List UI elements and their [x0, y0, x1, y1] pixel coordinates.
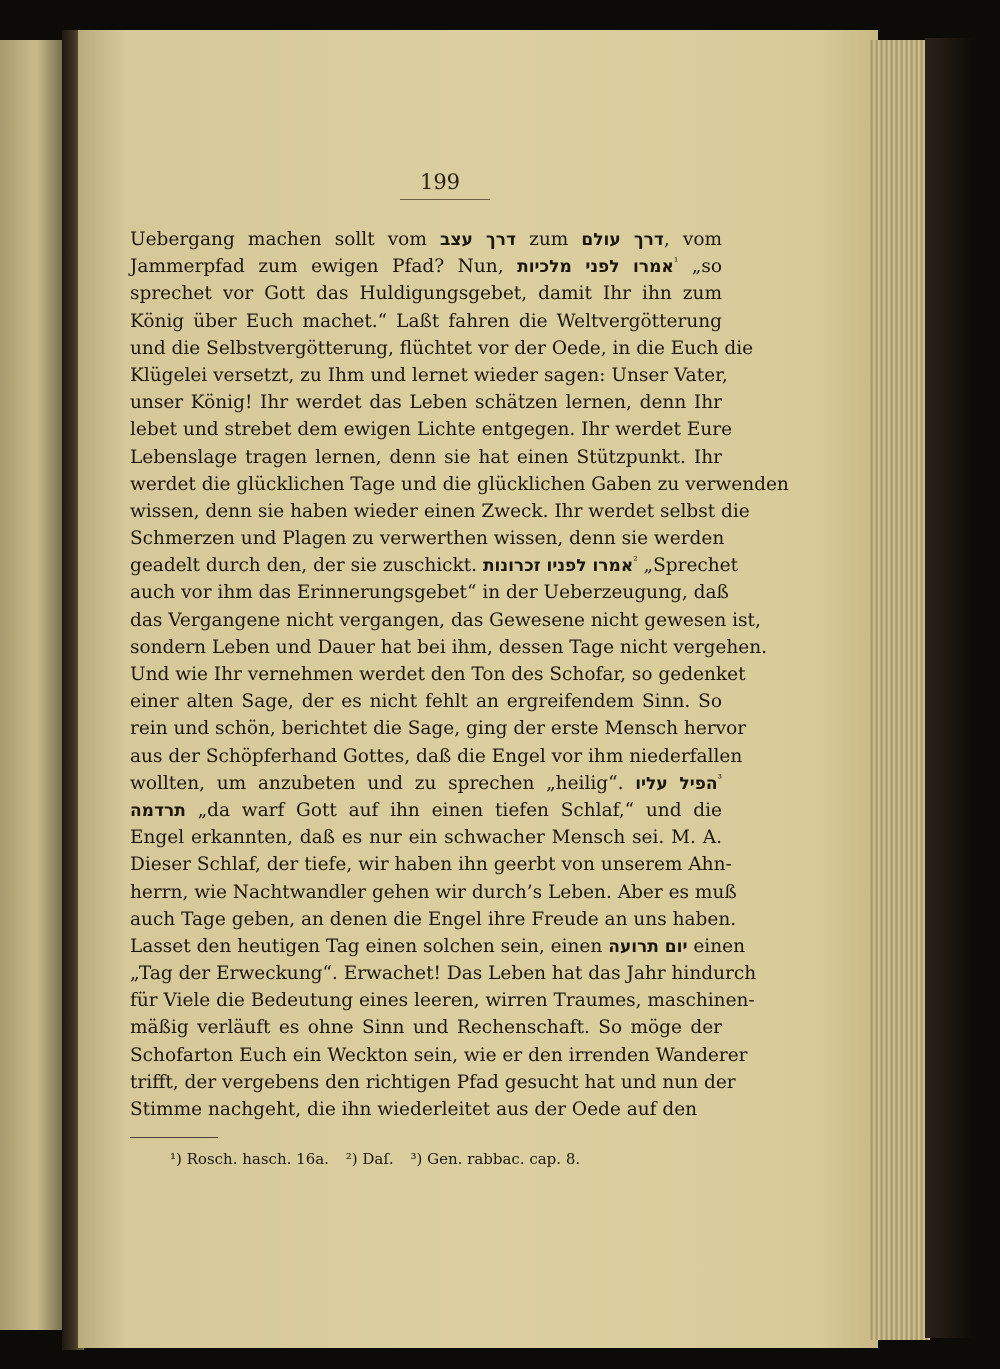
text-line: [130, 1014, 722, 1041]
text-segment: einer alten Sage, der es nicht fehlt an ergreifendem Sinn. So: [130, 691, 722, 713]
text-line: [130, 1096, 722, 1123]
footnote-rule: [130, 1137, 218, 1138]
text-line: [130, 226, 722, 253]
text-line: [130, 444, 722, 471]
text-segment: Und wie Ihr vernehmen werdet den Ton des Schofar, so gedenket: [130, 664, 746, 685]
footnote-2: ²) Daſ.: [345, 1150, 394, 1168]
text-line: [130, 389, 722, 416]
text-segment: , vom: [663, 229, 722, 250]
text-segment: Dieser Schlaf, der tiefe, wir haben ihn geerbt von unserem Ahn-: [130, 854, 732, 876]
text-segment: aus der Schöpferhand Gottes, daß die Engel vor ihm niederfallen: [130, 745, 743, 767]
text-segment: werdet die glücklichen Tage und die glücklichen Gaben zu verwenden: [130, 473, 789, 495]
text-segment: herrn, wie Nachtwandler gehen wir durch’s Leben. Aber es muß: [130, 881, 737, 903]
text-segment: Jammerpfad zum ewigen Pfad? Nun,: [130, 256, 518, 278]
text-line: [130, 634, 768, 661]
text-segment: trifft, der vergebens den richtigen Pfad gesucht hat und nun der: [130, 1071, 736, 1093]
text-segment: wollten, um anzubeten und zu sprechen „heilig“.: [130, 772, 636, 794]
body-text: [130, 226, 789, 1123]
text-segment: auch vor ihm das Erinnerungsgebet“ in der Ueberzeugung, daß: [130, 582, 729, 604]
text-line: [130, 362, 728, 389]
text-segment: unser König! Ihr werdet das Leben schätzen lernen, denn Ihr: [130, 392, 722, 414]
footnote-3: ³) Gen. rabbac. cap. 8.: [410, 1150, 581, 1168]
text-line: [130, 280, 722, 307]
footnote-ref: ²: [633, 554, 638, 568]
page-number-rule: [400, 199, 490, 200]
text-segment: zum: [515, 229, 582, 250]
text-segment: Klügelei versetzt, zu Ihm und lernet wieder sagen: Unser Vater,: [130, 364, 728, 386]
text-segment: wissen, denn sie haben wieder einen Zweck. Ihr werdet selbst die: [130, 500, 750, 522]
text-line: [130, 987, 755, 1014]
text-segment: lebet und strebet dem ewigen Lichte entgegen. Ihr werdet Eure: [130, 419, 733, 441]
page-number: 199: [419, 170, 461, 194]
text-line: [130, 770, 722, 797]
text-line: [130, 1069, 736, 1096]
footnote-ref: ³: [717, 771, 722, 785]
hebrew-phrase: אמרו לפני מלכיות: [517, 257, 674, 278]
text-line: [130, 579, 729, 606]
text-line: [130, 688, 722, 715]
book-cover: [925, 38, 973, 1338]
text-segment: Lebenslage tragen lernen, denn sie hat einen Stützpunkt. Ihr: [130, 446, 722, 468]
text-line: [130, 498, 750, 525]
text-segment: sondern Leben und Dauer hat bei ihm, dessen Tage nicht vergehen.: [130, 636, 768, 658]
footnote-ref: ¹: [673, 255, 679, 269]
text-line: [130, 416, 733, 443]
page-edges: [868, 40, 930, 1340]
text-line: [130, 471, 789, 498]
text-line: [130, 552, 739, 579]
text-segment: Engel erkannten, daß es nur ein schwacher Mensch sei. M. A.: [130, 827, 722, 849]
text-line: [130, 1042, 748, 1069]
footnotes: [170, 1150, 690, 1168]
text-segment: „Sprechet: [637, 555, 739, 577]
text-line: [130, 525, 725, 552]
text-segment: und die Selbstvergötterung, flüchtet vor der Oede, in die Euch die: [130, 337, 754, 359]
text-line: [130, 879, 737, 906]
text-segment: sprechet vor Gott das Huldigungsgebet, damit Ihr ihn zum: [130, 283, 722, 305]
text-segment: das Vergangene nicht vergangen, das Gewesene nicht gewesen ist,: [130, 609, 761, 631]
text-line: [130, 661, 746, 688]
text-segment: Stimme nachgeht, die ihn wiederleitet aus der Oede auf den: [130, 1099, 698, 1120]
text-line: [130, 851, 732, 878]
text-segment: Uebergang machen sollt vom: [130, 229, 440, 250]
text-line: [130, 797, 722, 824]
hebrew-phrase: הפיל עליו: [635, 773, 718, 794]
text-segment: Lasset den heutigen Tag einen solchen sein, einen: [130, 935, 609, 957]
text-segment: für Viele die Bedeutung eines leeren, wirren Traumes, maschinen-: [130, 990, 755, 1012]
text-line: [130, 335, 754, 362]
text-line: [130, 960, 757, 987]
text-segment: mäßig verläuft es ohne Sinn und Rechenschaft. So möge der: [130, 1017, 722, 1039]
hebrew-phrase: יום תרועה: [608, 936, 688, 957]
text-segment: Schofarton Euch ein Weckton sein, wie er den irrenden Wanderer: [130, 1044, 748, 1066]
hebrew-phrase: אמרו לפניו זכרונות: [482, 556, 634, 577]
hebrew-phrase: תרדמה: [130, 800, 186, 821]
text-segment: Schmerzen und Plagen zu verwerthen wissen, denn sie werden: [130, 528, 725, 550]
text-line: [130, 933, 745, 960]
text-segment: „so: [678, 256, 722, 278]
text-line: [130, 308, 722, 335]
text-segment: rein und schön, berichtet die Sage, ging der erste Mensch hervor: [130, 718, 747, 740]
text-segment: einen: [687, 935, 745, 957]
text-line: [130, 715, 747, 742]
text-segment: „da warf Gott auf ihn einen tiefen Schlaf,“ und die: [185, 799, 722, 821]
footnote-1: ¹) Rosch. hasch. 16a.: [170, 1150, 329, 1168]
text-segment: geadelt durch den, der sie zuschickt.: [130, 555, 483, 577]
text-segment: auch Tage geben, an denen die Engel ihre Freude an uns haben.: [130, 908, 737, 930]
left-page-edge: [0, 40, 66, 1330]
hebrew-phrase: דרך עולם: [581, 230, 664, 250]
text-line: [130, 824, 722, 851]
hebrew-phrase: דרך עצב: [439, 230, 516, 250]
text-segment: König über Euch machet.“ Laßt fahren die Weltvergötterung: [130, 310, 722, 332]
text-line: [130, 253, 722, 280]
text-line: [130, 607, 761, 634]
text-line: [130, 906, 737, 933]
text-line: [130, 743, 743, 770]
text-segment: „Tag der Erweckung“. Erwachet! Das Leben hat das Jahr hindurch: [130, 963, 757, 985]
